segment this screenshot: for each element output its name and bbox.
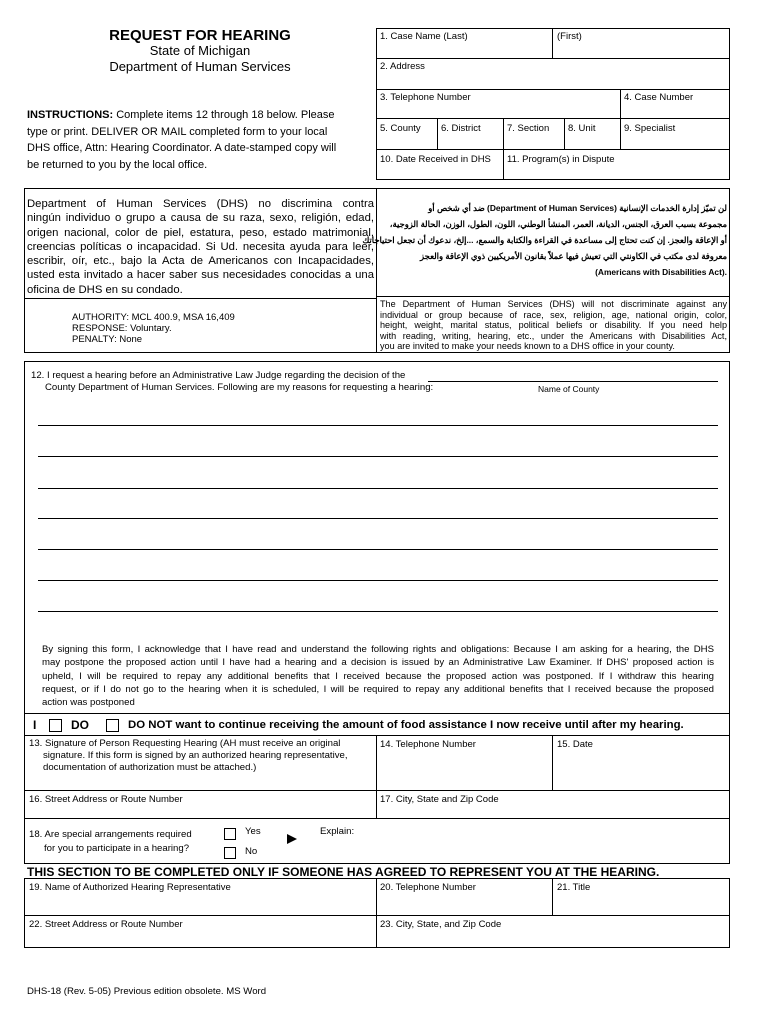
instructions: [27, 107, 372, 173]
instructions-label: INSTRUCTIONS:: [27, 109, 114, 121]
request-line-2: County Department of Human Services. Following are my reasons for requesting a hearing:: [45, 382, 434, 393]
section-field[interactable]: 7. Section: [507, 123, 550, 134]
unit-field[interactable]: 8. Unit: [568, 123, 596, 134]
representative-title-field[interactable]: 21. Title: [557, 882, 591, 893]
yes-checkbox[interactable]: [224, 828, 236, 840]
food-assistance-i: I: [33, 718, 37, 732]
request-box: [24, 361, 730, 864]
reason-line[interactable]: [38, 425, 718, 426]
penalty: PENALTY: None: [72, 334, 143, 345]
date-received-field[interactable]: 10. Date Received in DHS: [380, 154, 491, 165]
food-assistance-do: DO: [71, 718, 89, 732]
no-checkbox[interactable]: [224, 847, 236, 859]
state-name: State of Michigan: [149, 43, 251, 58]
do-not-checkbox[interactable]: [106, 719, 119, 732]
instructions-line: Complete items 12 through 18 below. Please: [113, 109, 335, 121]
form-footer: DHS-18 (Rev. 5-05) Previous edition obsolete. MS Word: [27, 986, 267, 997]
telephone-field[interactable]: 3. Telephone Number: [380, 92, 471, 103]
reason-line[interactable]: [38, 456, 718, 457]
representative-street-field[interactable]: 22. Street Address or Route Number: [29, 919, 183, 930]
district-field[interactable]: 6. District: [441, 123, 481, 134]
county-field[interactable]: 5. County: [380, 123, 421, 134]
request-line-1: 12. I request a hearing before an Administrative Law Judge regarding the decision of the: [31, 370, 406, 381]
do-checkbox[interactable]: [49, 719, 62, 732]
form-title: REQUEST FOR HEARING: [109, 27, 291, 44]
english-notice: The Department of Human Services (DHS) will not discriminate against any individual or group because of race, sex, religion, age, national origin, color, height, weight, marital status, political beliefs or disability. If you need help with reading, writing, hearing, etc., under the Americans with Disabilities Act, you are invited to make your needs known to a DHS office in your county.: [380, 299, 727, 352]
authority: AUTHORITY: MCL 400.9, MSA 16,409: [72, 312, 235, 323]
reason-line[interactable]: [38, 488, 718, 489]
department-name: Department of Human Services: [109, 59, 291, 74]
county-name-line[interactable]: [428, 381, 718, 382]
acknowledgement-text: By signing this form, I acknowledge that I have read and understand the following rights and obligations: Because I am asking for a hearing, the DHS may postpone the proposed action until I have had a hearing and a decision is issued by an Administrative Law Examiner. If DHS' proposed action is upheld, I will be required to repay any additional benefits that I received because the proposed action was postponed. If I withdraw this hearing request, or if I do not go to the hearing when it is scheduled, I will be required to repay any additional benefits that I received because the proposed action was postponed: [42, 644, 714, 709]
reason-line[interactable]: [38, 549, 718, 550]
representative-city-field[interactable]: 23. City, State, and Zip Code: [380, 919, 502, 930]
representative-name-field[interactable]: 19. Name of Authorized Hearing Representative: [29, 882, 231, 893]
reason-line[interactable]: [38, 518, 718, 519]
case-number-field[interactable]: 4. Case Number: [624, 92, 694, 103]
arrow-right-icon: [286, 833, 298, 845]
response: RESPONSE: Voluntary.: [72, 323, 172, 334]
no-label: No: [245, 846, 258, 857]
address-field[interactable]: 2. Address: [380, 61, 425, 72]
special-arrangements-question-2: for you to participate in a hearing?: [44, 843, 190, 854]
representative-heading: THIS SECTION TO BE COMPLETED ONLY IF SOMEONE HAS AGREED TO REPRESENT YOU AT THE HEARING.: [27, 865, 660, 879]
name-of-county-caption: Name of County: [538, 384, 600, 394]
case-name-first-field[interactable]: (First): [557, 31, 582, 42]
special-arrangements-question: 18. Are special arrangements required: [29, 829, 192, 840]
instructions-line: type or print. DELIVER OR MAIL completed form to your local: [27, 125, 328, 138]
requester-street-field[interactable]: 16. Street Address or Route Number: [29, 794, 183, 805]
arabic-notice: لن تميّز إدارة الخدمات الإنسانية (Department of Human Services) ضد أي شخص أو مجموعة بسبب العرق، الجنس، الديانة، العمر، المنشأ الوطني، اللون، الطول، الوزن، الحالة الزوجية، أو الإعاقة والعجز. إن كنت تحتاج إلى مساعدة في القراءة والكتابة والسمع، ...إلخ، ندعوك أن تجعل احتياجاتك معروفة لدى مكتب في الكاونتي التي تعيش فيها عملاً بقانون الأمريكيين ذوي الإعاقة والعجز .(Americans with Disabilities Act): [362, 203, 727, 277]
reason-line[interactable]: [38, 611, 718, 612]
case-name-last-field[interactable]: 1. Case Name (Last): [380, 31, 468, 42]
instructions-line: DHS office, Attn: Hearing Coordinator. A date-stamped copy will: [27, 142, 337, 154]
instructions-line: be returned to you by the local office.: [27, 158, 208, 171]
reason-line[interactable]: [38, 580, 718, 581]
representative-telephone-field[interactable]: 20. Telephone Number: [380, 882, 476, 893]
specialist-field[interactable]: 9. Specialist: [624, 123, 676, 134]
requester-telephone-field[interactable]: 14. Telephone Number: [380, 739, 476, 750]
signature-field[interactable]: 13. Signature of Person Requesting Hearing (AH must receive an original signature. If this form is signed by an authorized hearing representative, documentation of authorization must be attached.): [29, 738, 348, 773]
explain-field[interactable]: Explain:: [320, 826, 355, 837]
date-field[interactable]: 15. Date: [557, 739, 593, 750]
yes-label: Yes: [245, 826, 261, 837]
food-assistance-do-not: DO NOT want to continue receiving the amount of food assistance I now receive until after my hearing.: [128, 719, 684, 731]
programs-in-dispute-field[interactable]: 11. Program(s) in Dispute: [507, 154, 615, 165]
spanish-notice: Department of Human Services (DHS) no discrimina contra ningún individuo o grupo a causa de su raza, sexo, religión, edad, origen nacional, color de piel, estatura, peso, estado matrimonial, creencias políticas o incapacidad. Si Ud. necesita ayuda para leer, escribir, oír, etc., bajo la Acta de Americanos con Incapacidades, usted esta invitado a hacer saber sus necesidades conocidas a una oficina de DHS en su condado.: [27, 198, 374, 296]
requester-city-field[interactable]: 17. City, State and Zip Code: [380, 794, 499, 805]
